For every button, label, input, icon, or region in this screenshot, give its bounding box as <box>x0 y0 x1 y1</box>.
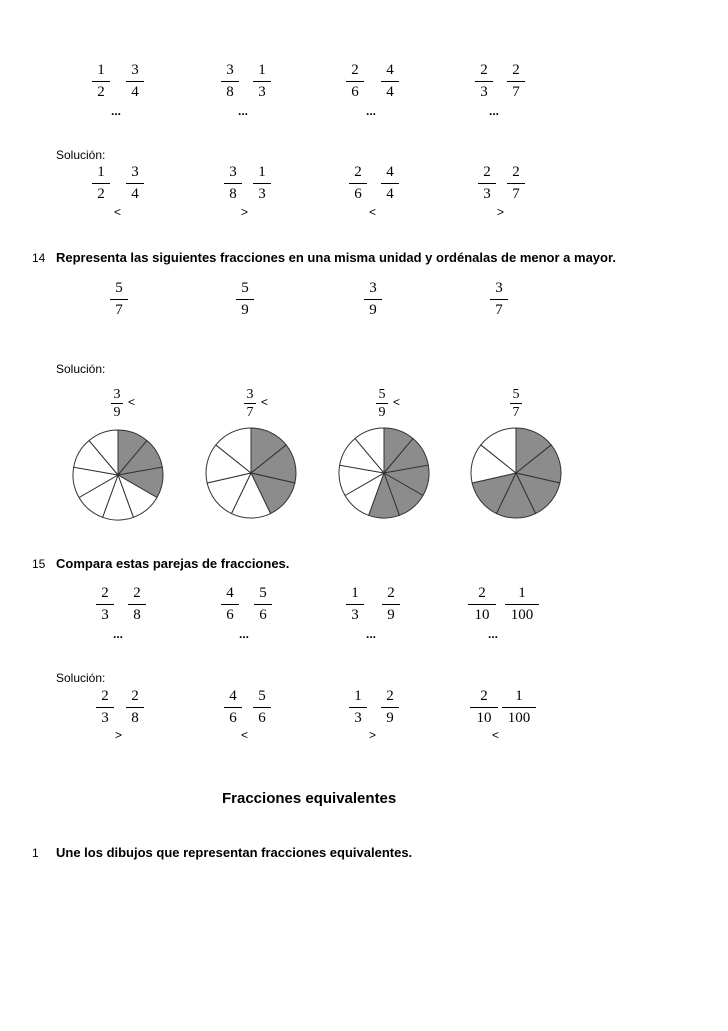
fraction: 4 6 <box>224 688 242 727</box>
fraction: 2 8 <box>128 585 146 624</box>
fraction: 2 3 <box>478 164 496 203</box>
solution-label: Solución: <box>56 148 106 162</box>
question-text: Compara estas parejas de fracciones. <box>56 556 290 571</box>
comparison-blank: ... <box>111 104 122 118</box>
comparison-blank: ... <box>366 104 377 118</box>
fraction: 2 6 <box>346 62 364 101</box>
pie-fraction-label: 3 7 < <box>244 387 256 420</box>
comparison-blank: ... <box>238 104 249 118</box>
fraction: 4 4 <box>381 164 399 203</box>
fraction: 3 7 <box>490 280 508 319</box>
question-number: 15 <box>32 557 46 571</box>
fraction: 5 7 <box>110 280 128 319</box>
fraction: 2 9 <box>381 688 399 727</box>
fraction: 2 3 <box>96 585 114 624</box>
fraction: 5 6 <box>253 688 271 727</box>
fraction: 3 8 <box>224 164 242 203</box>
fraction: 1 3 <box>253 62 271 101</box>
fraction: 1 3 <box>253 164 271 203</box>
less-than-sign: < <box>393 395 401 409</box>
fraction: 3 4 <box>126 62 144 101</box>
comparison-sign: < <box>492 728 500 742</box>
pie-fraction-label: 5 9 < <box>376 387 388 420</box>
fraction: 5 6 <box>254 585 272 624</box>
fraction: 2 3 <box>96 688 114 727</box>
fraction: 2 10 <box>468 585 496 624</box>
comparison-sign: < <box>114 205 122 219</box>
fraction: 4 4 <box>381 62 399 101</box>
question-number: 14 <box>32 251 46 265</box>
question-text: Une los dibujos que representan fracciones equivalentes. <box>56 845 413 860</box>
fraction: 2 9 <box>382 585 400 624</box>
fraction: 1 2 <box>92 62 110 101</box>
pie-chart-5-9 <box>334 426 434 526</box>
comparison-sign: > <box>115 728 123 742</box>
fraction: 1 100 <box>505 585 539 624</box>
pie-chart-3-9 <box>68 428 168 528</box>
fraction: 2 8 <box>126 688 144 727</box>
comparison-blank: ... <box>113 627 124 641</box>
fraction: 3 4 <box>126 164 144 203</box>
question-text: Representa las siguientes fracciones en una misma unidad y ordénalas de menor a mayor. <box>56 250 616 265</box>
comparison-sign: < <box>369 205 377 219</box>
fraction: 2 10 <box>470 688 498 727</box>
comparison-sign: > <box>241 205 249 219</box>
question-number: 1 <box>32 846 39 860</box>
less-than-sign: < <box>128 395 136 409</box>
less-than-sign: < <box>261 395 269 409</box>
comparison-blank: ... <box>239 627 250 641</box>
comparison-blank: ... <box>489 104 500 118</box>
solution-label: Solución: <box>56 671 106 685</box>
fraction: 1 3 <box>346 585 364 624</box>
fraction: 2 7 <box>507 62 525 101</box>
comparison-sign: > <box>369 728 377 742</box>
comparison-sign: < <box>241 728 249 742</box>
fraction: 2 3 <box>475 62 493 101</box>
fraction: 4 6 <box>221 585 239 624</box>
comparison-sign: > <box>497 205 505 219</box>
comparison-blank: ... <box>366 627 377 641</box>
fraction: 5 9 <box>236 280 254 319</box>
solution-label: Solución: <box>56 362 106 376</box>
fraction: 2 6 <box>349 164 367 203</box>
pie-fraction-label: 5 7 <box>510 387 522 420</box>
fraction: 3 8 <box>221 62 239 101</box>
fraction: 1 2 <box>92 164 110 203</box>
fraction: 3 9 <box>364 280 382 319</box>
pie-chart-3-7 <box>201 426 301 526</box>
fraction: 1 100 <box>502 688 536 727</box>
section-title: Fracciones equivalentes <box>222 790 397 807</box>
pie-chart-5-7 <box>466 426 566 526</box>
comparison-blank: ... <box>488 627 499 641</box>
fraction: 1 3 <box>349 688 367 727</box>
pie-fraction-label: 3 9 < <box>111 387 123 420</box>
fraction: 2 7 <box>507 164 525 203</box>
